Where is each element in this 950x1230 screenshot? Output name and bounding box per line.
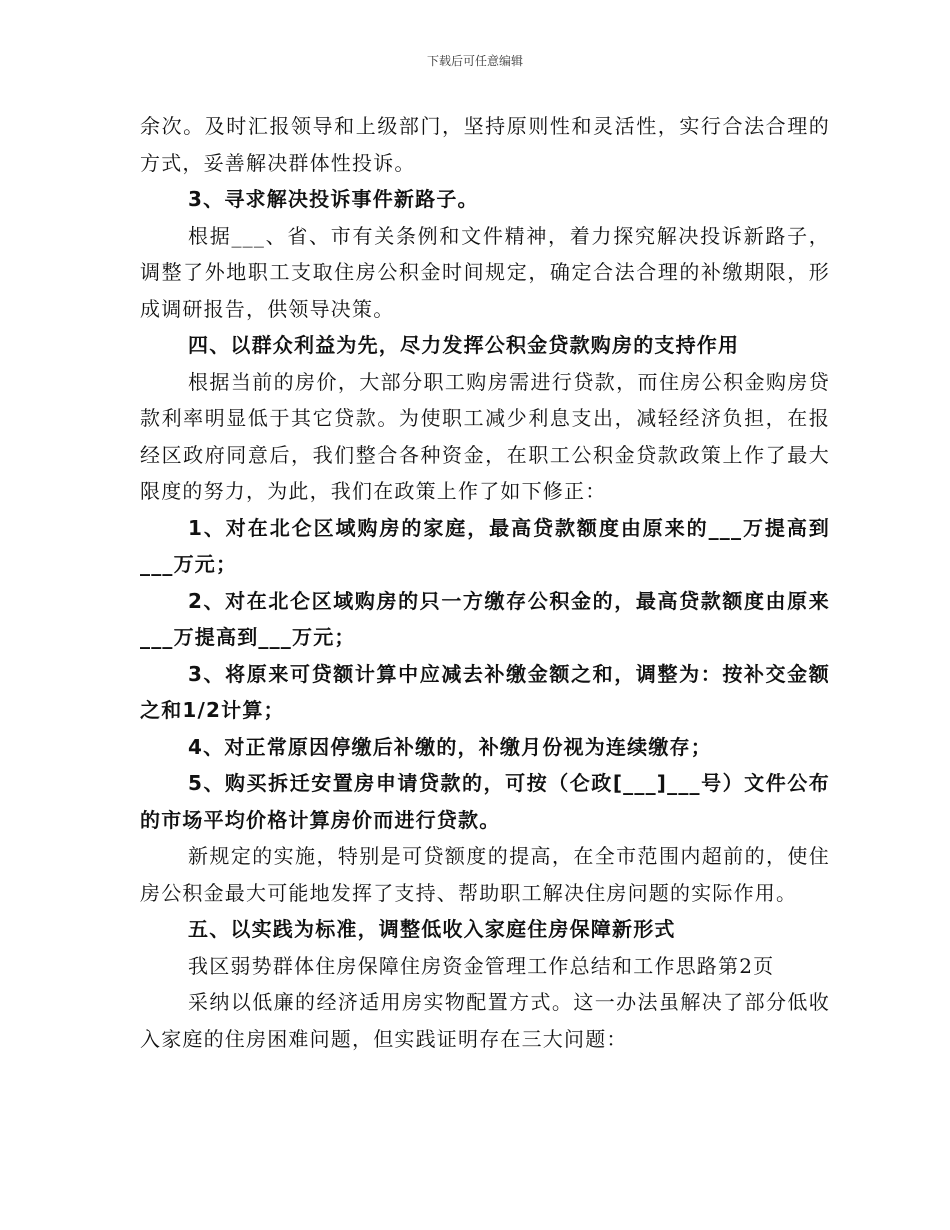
paragraph-housing-loans: 根据当前的房价，大部分职工购房需进行贷款，而住房公积金购房贷款利率明显低于其它贷款。为使职工减少利息支出，减轻经济负担，在报经区政府同意后，我们整合各种资金，在职工公积金贷款政策上作了最大限度的努力，为此，我们在政策上作了如下修正： [140, 369, 830, 503]
section-heading-5: 五、以实践为标准，调整低收入家庭住房保障新形式 [188, 917, 676, 941]
document-body [140, 108, 830, 1057]
list-item-3: 3、将原来可贷额计算中应减去补缴金额之和，调整为：按补交金额之和1/2计算； [140, 661, 830, 722]
list-item-1: 1、对在北仑区域购房的家庭，最高贷款额度由原来的___万提高到___万元； [140, 515, 830, 576]
paragraph-complaint-approach: 根据___、省、市有关条例和文件精神，着力探究解决投诉新路子，调整了外地职工支取住房公积金时间规定，确定合法合理的补缴期限，形成调研报告，供领导决策。 [140, 223, 830, 321]
paragraph-affordable-housing: 采纳以低廉的经济适用房实物配置方式。这一办法虽解决了部分低收入家庭的住房困难问题，但实践证明存在三大问题： [140, 990, 830, 1051]
list-item-2: 2、对在北仑区域购房的只一方缴存公积金的，最高贷款额度由原来___万提高到___万元； [140, 588, 830, 649]
paragraph-new-rules: 新规定的实施，特别是可贷额度的提高，在全市范围内超前的，使住房公积金最大可能地发挥了支持、帮助职工解决住房问题的实际作用。 [140, 844, 830, 905]
section-heading-4: 四、以群众利益为先，尽力发挥公积金贷款购房的支持作用 [188, 333, 740, 357]
page-header: 下载后可任意编辑 [426, 54, 523, 68]
list-item-4: 4、对正常原因停缴后补缴的，补缴月份视为连续缴存； [188, 734, 712, 759]
paragraph-continuation: 余次。及时汇报领导和上级部门，坚持原则性和灵活性，实行合法合理的方式，妥善解决群体性投诉。 [140, 114, 830, 175]
list-item-5: 5、购买拆迁安置房申请贷款的，可按（仑政[___]___号）文件公布的市场平均价格计算房价而进行贷款。 [140, 771, 830, 832]
page-reference-line: 我区弱势群体住房保障住房资金管理工作总结和工作思路第2页 [188, 953, 775, 978]
subheading-3: 3、寻求解决投诉事件新路子。 [188, 187, 479, 211]
